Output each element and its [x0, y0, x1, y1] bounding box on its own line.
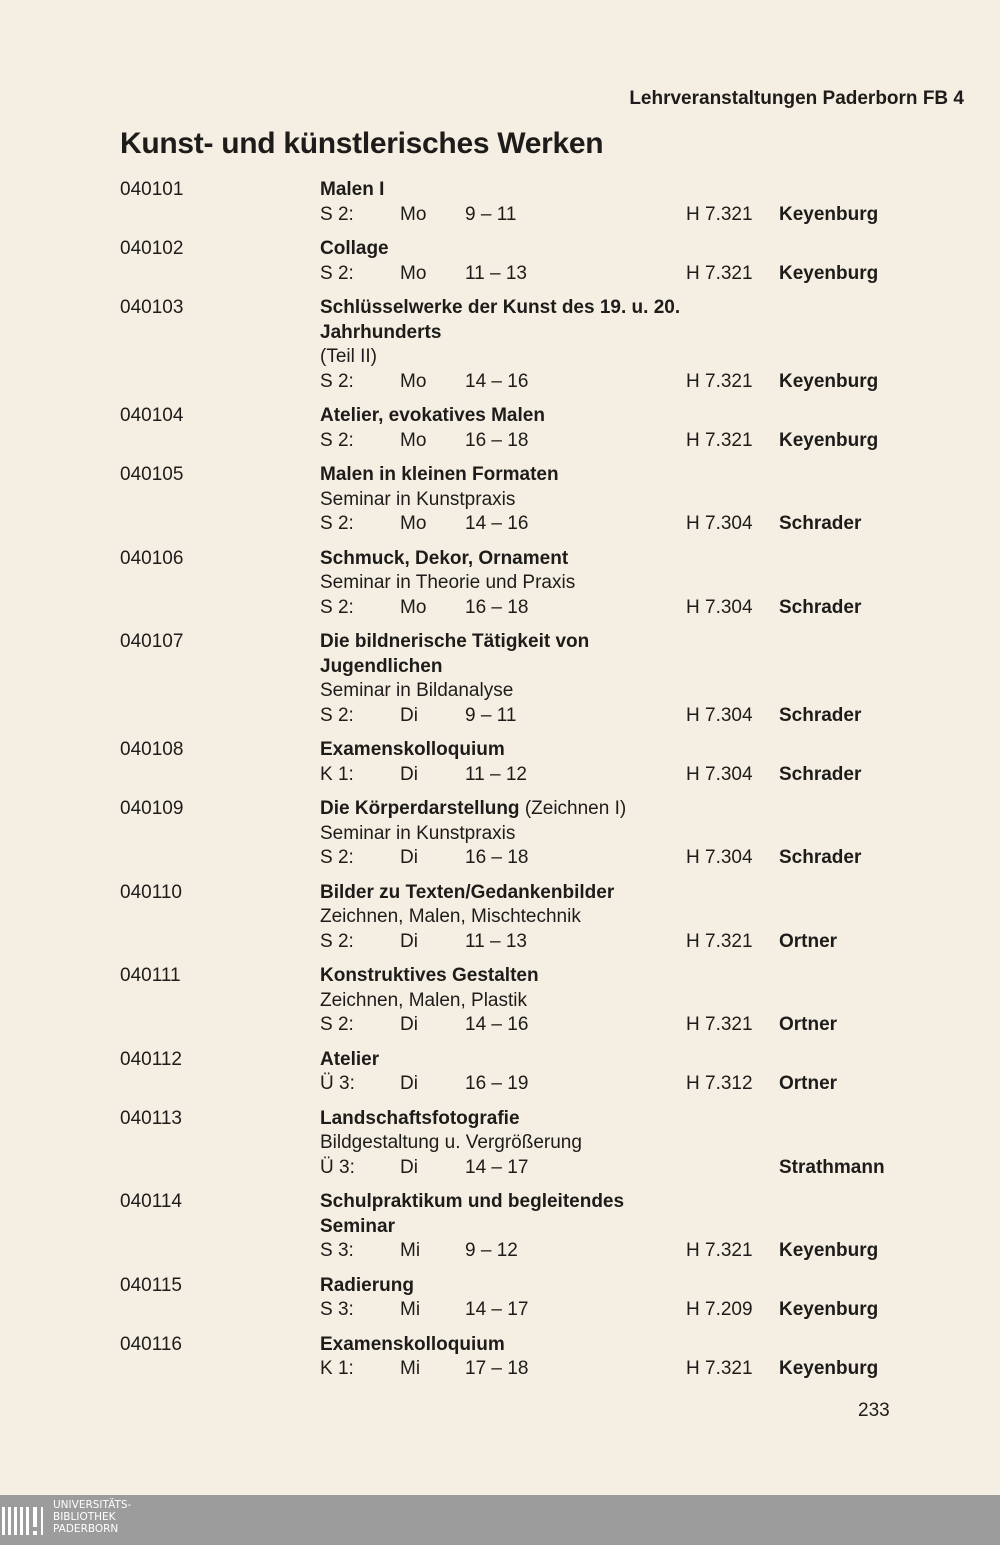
course-type: K 1:: [320, 763, 354, 785]
course-title: [320, 1190, 700, 1239]
course-day: Mi: [400, 1299, 421, 1320]
course-lecturer: Ortner: [779, 930, 838, 952]
course-note: Seminar in Bildanalyse: [320, 680, 514, 701]
course-schedule: [320, 1013, 1000, 1038]
course-entry: [0, 738, 1000, 787]
course-lecturer: Ortner: [779, 1073, 838, 1094]
course-entry: [0, 547, 1000, 621]
course-title-text: Schulpraktikum und begleitendes Seminar: [320, 1191, 625, 1237]
course-lecturer: Schrader: [779, 763, 862, 785]
course-day: Di: [400, 1073, 418, 1094]
course-title: [320, 738, 700, 763]
course-number: 040109: [120, 798, 184, 819]
course-title: [320, 881, 700, 906]
course-day: Mo: [400, 429, 427, 451]
course-day: Di: [400, 1156, 418, 1178]
course-lecturer: Keyenburg: [779, 370, 879, 392]
course-lecturer: Schrader: [779, 704, 862, 726]
course-number: 040104: [120, 405, 184, 426]
library-name-line: UNIVERSITÄTS-: [53, 1499, 132, 1511]
course-title: [320, 1274, 700, 1299]
course-type: S 2:: [320, 847, 354, 868]
course-title-text: Schlüsselwerke der Kunst des 19. u. 20. Jahrhunderts: [320, 297, 681, 343]
course-type: S 2:: [320, 596, 354, 618]
course-body: [320, 738, 1000, 787]
course-title-text: Schmuck, Dekor, Ornament: [320, 547, 569, 569]
course-title-text: Examenskolloquium: [320, 739, 505, 760]
section-title: Kunst- und künstlerisches Werken: [120, 127, 604, 160]
course-lecturer: Ortner: [779, 1014, 838, 1035]
course-body: [320, 881, 1000, 955]
course-body: [320, 1048, 1000, 1097]
course-title-text: Die Körperdarstellung: [320, 798, 520, 819]
course-day: Mi: [400, 1240, 421, 1261]
course-title: [320, 547, 700, 572]
course-time: 17 – 18: [465, 1358, 529, 1379]
course-number: 040102: [120, 238, 184, 259]
course-entry: [0, 404, 1000, 453]
course-lecturer: Keyenburg: [779, 1358, 879, 1379]
course-number: 040112: [120, 1048, 182, 1070]
course-schedule: [320, 512, 1000, 537]
course-time: 14 – 16: [465, 370, 529, 392]
course-room: H 7.304: [686, 847, 753, 868]
course-time: 11 – 12: [465, 763, 527, 785]
course-number: 040114: [120, 1191, 182, 1212]
course-body: [320, 237, 1000, 286]
course-schedule: [320, 930, 1000, 955]
course-number: 040107: [120, 631, 184, 652]
course-entry: [0, 630, 1000, 728]
course-entry: [0, 178, 1000, 227]
course-entry: [0, 797, 1000, 871]
course-title-text: Collage: [320, 238, 389, 259]
course-schedule: [320, 763, 1000, 788]
course-time: 9 – 11: [465, 203, 517, 225]
course-number: 040108: [120, 739, 184, 760]
course-schedule: [320, 203, 1000, 228]
course-room: H 7.321: [686, 1358, 753, 1379]
course-entry: [0, 1190, 1000, 1264]
course-lecturer: Strathmann: [779, 1156, 885, 1178]
course-note: Seminar in Theorie und Praxis: [320, 572, 576, 593]
course-schedule: [320, 1072, 1000, 1097]
course-title-text: Malen in kleinen Formaten: [320, 464, 559, 485]
course-room: H 7.321: [686, 429, 753, 451]
course-type: S 2:: [320, 704, 354, 726]
course-entry: [0, 1274, 1000, 1323]
course-lecturer: Schrader: [779, 596, 862, 618]
library-name-line: BIBLIOTHEK: [53, 1511, 116, 1523]
course-title-suffix: (Zeichnen I): [519, 798, 627, 819]
course-note: Bildgestaltung u. Vergrößerung: [320, 1132, 582, 1153]
course-title: [320, 463, 700, 488]
course-day: Di: [400, 930, 418, 952]
course-schedule: [320, 370, 1000, 395]
course-lecturer: Schrader: [779, 847, 862, 868]
course-day: Di: [400, 847, 418, 868]
course-schedule: [320, 846, 1000, 871]
course-schedule: [320, 1156, 1000, 1181]
course-schedule: [320, 1357, 1000, 1382]
course-room: H 7.321: [686, 930, 753, 952]
course-title-text: Malen I: [320, 179, 385, 200]
course-room: H 7.209: [686, 1299, 753, 1320]
library-name-line: PADERBORN: [53, 1523, 119, 1535]
course-schedule: [320, 262, 1000, 287]
course-number: 040113: [120, 1107, 182, 1129]
course-day: Mi: [400, 1358, 421, 1379]
course-entry: [0, 237, 1000, 286]
course-day: Mo: [400, 370, 427, 392]
course-number: 040106: [120, 547, 184, 569]
course-time: 9 – 11: [465, 704, 517, 726]
course-room: H 7.321: [686, 262, 753, 284]
course-type: Ü 3:: [320, 1156, 355, 1178]
course-room: H 7.321: [686, 370, 753, 392]
course-title: [320, 1048, 700, 1073]
course-note: Zeichnen, Malen, Mischtechnik: [320, 906, 581, 927]
course-day: Mo: [400, 262, 427, 284]
course-schedule: [320, 1298, 1000, 1323]
course-schedule: [320, 704, 1000, 729]
course-type: S 3:: [320, 1240, 354, 1261]
course-time: 11 – 13: [465, 262, 527, 284]
course-type: S 2:: [320, 262, 354, 284]
course-day: Di: [400, 704, 418, 726]
course-type: Ü 3:: [320, 1073, 355, 1094]
course-entry: [0, 1107, 1000, 1181]
running-header: Lehrveranstaltungen Paderborn FB 4: [629, 88, 964, 109]
course-title-text: Atelier: [320, 1048, 380, 1070]
course-room: H 7.312: [686, 1073, 753, 1094]
course-body: [320, 964, 1000, 1038]
course-schedule: [320, 1239, 1000, 1264]
course-type: S 2:: [320, 513, 354, 534]
course-day: Di: [400, 1014, 418, 1035]
course-title: [320, 178, 700, 203]
course-entry: [0, 463, 1000, 537]
course-schedule: [320, 429, 1000, 454]
course-body: [320, 463, 1000, 537]
course-note: Zeichnen, Malen, Plastik: [320, 989, 527, 1011]
course-body: [320, 404, 1000, 453]
course-time: 16 – 18: [465, 847, 529, 868]
course-body: [320, 797, 1000, 871]
course-title-text: Examenskolloquium: [320, 1333, 505, 1355]
course-note: Seminar in Kunstpraxis: [320, 822, 516, 844]
course-body: [320, 547, 1000, 621]
course-body: [320, 1190, 1000, 1264]
course-number: 040101: [120, 179, 184, 200]
course-time: 14 – 17: [465, 1299, 529, 1320]
course-entry: [0, 881, 1000, 955]
course-title: [320, 1333, 700, 1358]
course-lecturer: Keyenburg: [779, 262, 879, 284]
course-lecturer: Keyenburg: [779, 429, 879, 451]
course-entry: [0, 296, 1000, 394]
course-body: [320, 1274, 1000, 1323]
course-title-text: Atelier, evokatives Malen: [320, 405, 545, 426]
course-body: [320, 630, 1000, 728]
course-number: 040115: [120, 1274, 182, 1296]
course-room: H 7.321: [686, 1014, 753, 1035]
library-name: [53, 1499, 131, 1535]
course-title: [320, 964, 700, 989]
course-body: [320, 296, 1000, 394]
course-entry: [0, 1048, 1000, 1097]
course-type: K 1:: [320, 1358, 354, 1379]
course-body: [320, 178, 1000, 227]
course-lecturer: Keyenburg: [779, 1240, 879, 1261]
course-room: H 7.304: [686, 704, 753, 726]
course-day: Mo: [400, 513, 427, 534]
course-lecturer: Keyenburg: [779, 203, 879, 225]
course-time: 16 – 18: [465, 596, 529, 618]
course-room: H 7.304: [686, 596, 753, 618]
course-title-text: Konstruktives Gestalten: [320, 965, 539, 986]
course-time: 14 – 16: [465, 513, 529, 534]
course-type: S 3:: [320, 1299, 354, 1320]
course-title-text: Bilder zu Texten/Gedankenbilder: [320, 881, 615, 903]
course-title: [320, 404, 700, 429]
course-title: [320, 296, 700, 345]
course-type: S 2:: [320, 930, 354, 952]
course-room: H 7.321: [686, 203, 753, 225]
course-body: [320, 1333, 1000, 1382]
course-lecturer: Schrader: [779, 513, 862, 534]
course-time: 9 – 12: [465, 1240, 518, 1261]
course-time: 16 – 18: [465, 429, 529, 451]
course-title-text: Die bildnerische Tätigkeit von Jugendlichen: [320, 631, 590, 677]
course-day: Di: [400, 763, 418, 785]
course-title-text: Landschaftsfotografie: [320, 1107, 520, 1129]
course-day: Mo: [400, 596, 427, 618]
course-room: H 7.304: [686, 763, 753, 785]
library-logo-icon: [0, 1503, 50, 1539]
course-time: 14 – 16: [465, 1014, 529, 1035]
course-time: 14 – 17: [465, 1156, 529, 1178]
course-type: S 2:: [320, 1014, 354, 1035]
course-lecturer: Keyenburg: [779, 1299, 879, 1320]
course-time: 16 – 19: [465, 1073, 529, 1094]
course-number: 040105: [120, 464, 184, 485]
course-room: H 7.321: [686, 1240, 753, 1261]
course-number: 040110: [120, 881, 182, 903]
course-type: S 2:: [320, 429, 354, 451]
course-entry: [0, 1333, 1000, 1382]
course-title-text: Radierung: [320, 1274, 414, 1296]
course-entry: [0, 964, 1000, 1038]
course-list: [0, 178, 1000, 1392]
course-title: [320, 630, 700, 679]
course-body: [320, 1107, 1000, 1181]
course-title: [320, 797, 700, 822]
course-schedule: [320, 596, 1000, 621]
course-type: S 2:: [320, 370, 354, 392]
course-time: 11 – 13: [465, 930, 527, 952]
library-footer: [0, 1495, 1000, 1545]
course-note: Seminar in Kunstpraxis: [320, 488, 516, 510]
course-room: H 7.304: [686, 513, 753, 534]
course-number: 040111: [120, 965, 181, 986]
course-title: [320, 237, 700, 262]
page-number: 233: [858, 1400, 890, 1421]
course-note: (Teil II): [320, 346, 377, 367]
course-number: 040103: [120, 297, 184, 318]
course-title: [320, 1107, 700, 1132]
course-day: Mo: [400, 203, 427, 225]
course-number: 040116: [120, 1333, 182, 1355]
course-type: S 2:: [320, 203, 354, 225]
